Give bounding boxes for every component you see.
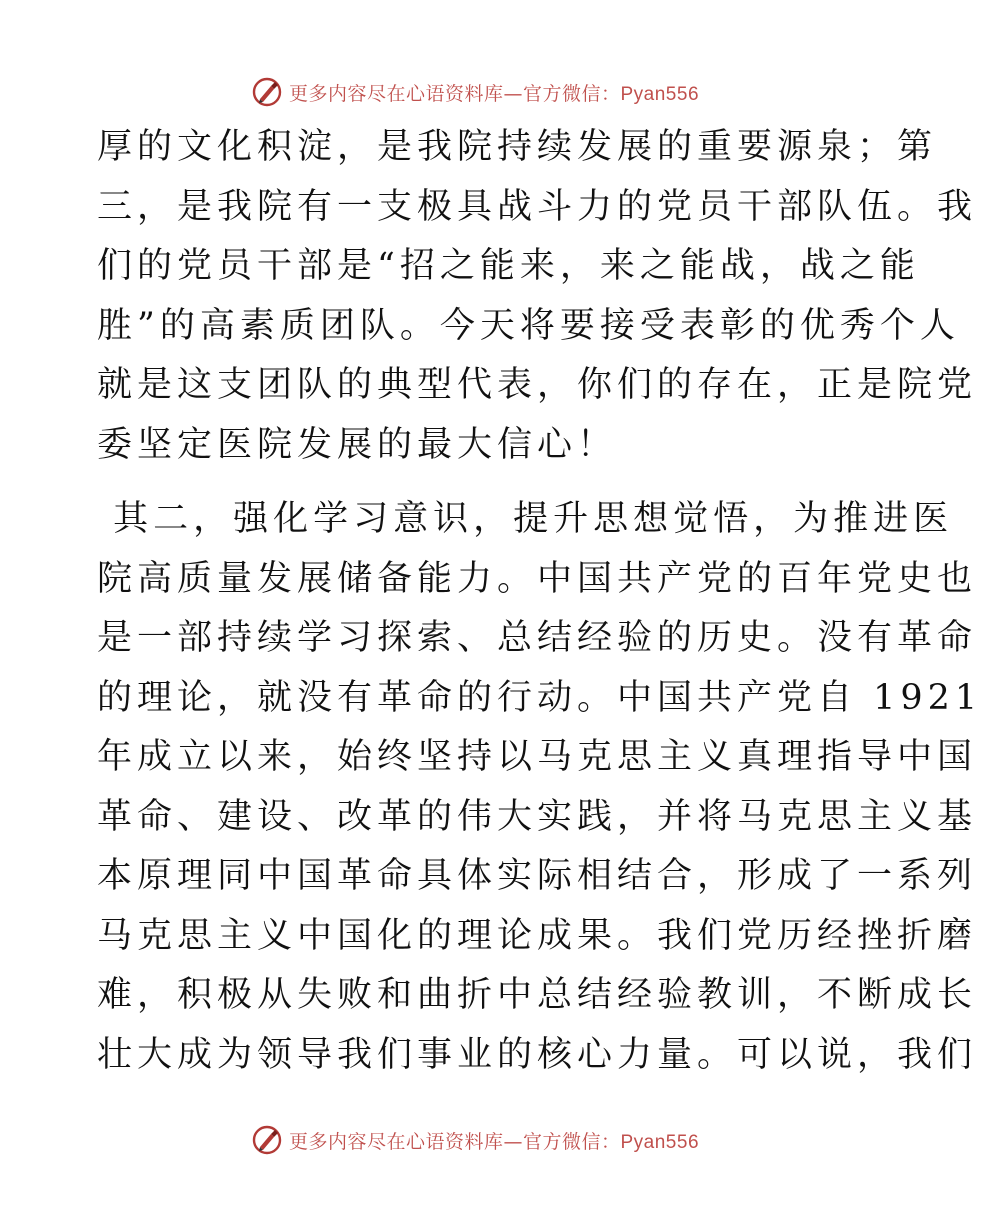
watermark-wechat-id: Pyan556 (620, 83, 700, 105)
text-line: 的理论，就没有革命的行动。中国共产党自 1921 (97, 677, 982, 718)
text-line: 是一部持续学习探索、总结经验的历史。没有革命 (97, 618, 978, 658)
text-line: 厚的文化积淀，是我院持续发展的重要源泉；第 (97, 127, 938, 167)
paragraph (97, 490, 982, 1085)
text-line: 难，积极从失败和曲折中总结经验教训，不断成长 (97, 975, 978, 1015)
text-line: 革命、建设、改革的伟大实践，并将马克思主义基 (97, 796, 978, 837)
watermark-text-cn: 更多内容尽在心语资料库—官方微信： (288, 1130, 621, 1153)
pen-logo-icon (251, 1124, 283, 1156)
text-line: 院高质量发展储备能力。中国共产党的百年党史也 (97, 558, 978, 599)
text-line: 年成立以来，始终坚持以马克思主义真理指导中国 (97, 737, 978, 777)
header-watermark (0, 72, 950, 112)
watermark-wechat-id: Pyan556 (620, 1131, 700, 1153)
text-line: 壮大成为领导我们事业的核心力量。可以说，我们 (97, 1034, 978, 1075)
document-body (97, 118, 982, 1085)
text-line: 就是这支团队的典型代表，你们的存在，正是院党 (97, 365, 978, 405)
footer-watermark (0, 1120, 950, 1160)
paragraph (97, 118, 978, 475)
paragraph-gap (97, 475, 857, 490)
text-line: 本原理同中国革命具体实际相结合，形成了一系列 (97, 856, 978, 896)
watermark-text-cn: 更多内容尽在心语资料库—官方微信： (288, 82, 621, 105)
text-line: 马克思主义中国化的理论成果。我们党历经挫折磨 (97, 915, 978, 956)
text-line: 委坚定医院发展的最大信心！ (97, 424, 618, 465)
text-line: 们的党员干部是“招之能来，来之能战，战之能 (97, 246, 920, 286)
pen-logo-icon (251, 76, 283, 108)
text-line: 其二，强化学习意识，提升思想觉悟，为推进医 (97, 499, 954, 539)
text-line: 胜”的高素质团队。今天将要接受表彰的优秀个人 (97, 305, 960, 346)
watermark-text (289, 1127, 699, 1154)
watermark-text (289, 79, 699, 106)
text-line: 三，是我院有一支极具战斗力的党员干部队伍。我 (97, 186, 978, 227)
